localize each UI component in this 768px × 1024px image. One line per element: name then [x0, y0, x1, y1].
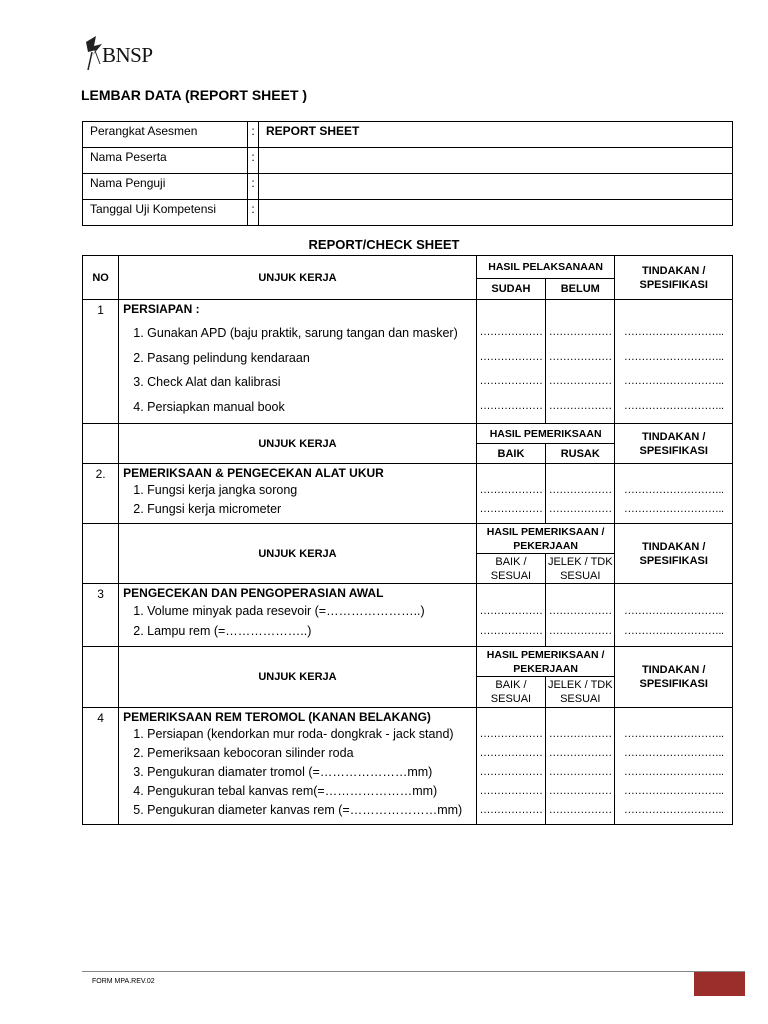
blank-field[interactable]: ………………	[479, 350, 543, 363]
header-baik-sesuai: BAIK / SESUAI	[476, 677, 545, 708]
header-tindakan: TINDAKAN / SPESIFIKASI	[615, 424, 733, 464]
blank-field[interactable]: ………………	[479, 747, 543, 759]
section-number: 4	[83, 708, 119, 825]
blank-field[interactable]: ………………………..	[623, 326, 724, 338]
info-row	[83, 148, 733, 174]
info-colon: :	[248, 122, 259, 148]
header-unjuk-kerja: UNJUK KERJA	[119, 647, 477, 708]
info-row	[83, 122, 733, 148]
blank-field[interactable]: ………………………..	[623, 728, 724, 740]
tindakan-column[interactable]	[615, 584, 733, 647]
task-item: 4. Pengukuran tebal kanvas rem(=…………………mm)	[147, 782, 472, 801]
header-belum: BELUM	[546, 279, 615, 300]
blank-field[interactable]: ………………	[479, 785, 543, 797]
task-item: 3. Pengukuran diamater tromol (=…………………mm)	[147, 763, 472, 782]
blank-field[interactable]: ………………	[548, 350, 612, 363]
blank-field[interactable]: ………………	[479, 728, 543, 740]
info-label: Nama Peserta	[83, 148, 248, 174]
blank-field[interactable]: ………………………..	[623, 766, 724, 778]
footer-form-code: FORM MPA.REV.02	[92, 978, 155, 985]
task-item: 3. Check Alat dan kalibrasi	[147, 370, 472, 395]
header-hasil-pemeriksaan: HASIL PEMERIKSAAN	[476, 424, 615, 444]
blank-field[interactable]: ………………	[479, 375, 543, 387]
jelek-column[interactable]	[546, 708, 615, 825]
header-rusak: RUSAK	[546, 444, 615, 464]
rusak-column[interactable]	[546, 464, 615, 524]
tindakan-column[interactable]	[615, 464, 733, 524]
blank-field[interactable]: ………………	[548, 399, 612, 412]
blank-field[interactable]: ………………	[479, 624, 543, 637]
header-hasil-pemeriksaan-pekerjaan: HASIL PEMERIKSAAN / PEKERJAAN	[476, 524, 615, 554]
header-no: NO	[83, 256, 119, 300]
section-body	[119, 300, 477, 424]
info-colon: :	[248, 148, 259, 174]
header-baik-sesuai: BAIK / SESUAI	[476, 554, 545, 584]
logo-text: BNSP	[102, 43, 153, 67]
blank-field[interactable]: ………………	[548, 766, 612, 778]
blank-field[interactable]: ………………………..	[623, 804, 724, 816]
section-number: 2.	[83, 464, 119, 524]
blank-field[interactable]: ………………………..	[623, 399, 724, 412]
header-jelek-tdk-sesuai: JELEK / TDK SESUAI	[546, 677, 615, 708]
blank-field[interactable]: ………………	[548, 804, 612, 816]
header-row	[83, 256, 733, 279]
blank-field[interactable]: ………………………..	[623, 484, 724, 496]
header-tindakan: TINDAKAN / SPESIFIKASI	[615, 256, 733, 300]
header-tindakan: TINDAKAN / SPESIFIKASI	[615, 647, 733, 708]
info-row	[83, 174, 733, 200]
blank-field[interactable]: ………………………..	[623, 350, 724, 363]
blank-field[interactable]: ………………	[548, 747, 612, 759]
section-title: PENGECEKAN DAN PENGOPERASIAN AWAL	[123, 586, 384, 600]
info-value[interactable]: REPORT SHEET	[259, 122, 733, 148]
blank-field[interactable]: ………………	[548, 375, 612, 387]
task-item: 1. Fungsi kerja jangka sorong	[147, 481, 472, 500]
task-item: 1. Persiapan (kendorkan mur roda- dongkrak - jack stand)	[147, 725, 472, 744]
blank-field[interactable]: ………………	[548, 605, 612, 617]
section-title: PEMERIKSAAN & PENGECEKAN ALAT UKUR	[123, 466, 384, 480]
info-colon: :	[248, 200, 259, 226]
blank-field[interactable]: ………………	[479, 503, 543, 515]
task-item: 2. Fungsi kerja micrometer	[147, 500, 472, 519]
section-body	[119, 464, 477, 524]
blank-field[interactable]: ………………	[479, 766, 543, 778]
section-body	[119, 584, 477, 647]
info-value[interactable]	[259, 174, 733, 200]
blank-field[interactable]: ………………	[479, 804, 543, 816]
section-title: PEMERIKSAAN REM TEROMOL (KANAN BELAKANG)	[123, 710, 431, 724]
blank-field[interactable]: ………………	[548, 503, 612, 515]
tindakan-column[interactable]	[615, 300, 733, 424]
belum-column[interactable]	[546, 300, 615, 424]
task-item: 5. Pengukuran diameter kanvas rem (=…………………mm)	[147, 801, 472, 820]
header-hasil-pemeriksaan-pekerjaan: HASIL PEMERIKSAAN / PEKERJAAN	[476, 647, 615, 677]
header-sudah: SUDAH	[476, 279, 545, 300]
section-title: PERSIAPAN :	[123, 302, 200, 316]
header-row	[83, 524, 733, 554]
info-row	[83, 200, 733, 226]
blank-field[interactable]: ………………	[479, 484, 543, 496]
task-item: 1. Gunakan APD (baju praktik, sarung tangan dan masker)	[147, 321, 472, 346]
header-tindakan: TINDAKAN / SPESIFIKASI	[615, 524, 733, 584]
document-title: LEMBAR DATA (REPORT SHEET )	[81, 87, 308, 103]
header-unjuk-kerja: UNJUK KERJA	[119, 524, 477, 584]
blank-field[interactable]: ………………………..	[623, 503, 724, 515]
task-item: 2. Pasang pelindung kendaraan	[147, 346, 472, 371]
task-item: 2. Pemeriksaan kebocoran silinder roda	[147, 744, 472, 763]
footer-accent-block	[694, 972, 745, 996]
blank-field[interactable]: ………………	[548, 624, 612, 637]
header-hasil-pelaksanaan: HASIL PELAKSANAAN	[476, 256, 615, 279]
blank-field[interactable]: ………………	[548, 728, 612, 740]
header-row	[83, 424, 733, 444]
footer-divider	[82, 971, 745, 972]
bnsp-logo	[82, 34, 162, 74]
section-number: 3	[83, 584, 119, 647]
header-row	[83, 647, 733, 677]
blank-field[interactable]: ………………………..	[623, 747, 724, 759]
section-row	[83, 708, 733, 825]
sudah-column[interactable]	[476, 300, 545, 424]
blank-field[interactable]: ………………	[479, 399, 543, 412]
baik-sesuai-column[interactable]	[476, 708, 545, 825]
header-unjuk-kerja: UNJUK KERJA	[119, 424, 477, 464]
blank-field[interactable]: ………………………..	[623, 375, 724, 387]
info-colon: :	[248, 174, 259, 200]
task-item: 2. Lampu rem (=………………..)	[147, 622, 472, 642]
blank-field[interactable]: ………………	[548, 326, 612, 338]
info-label: Perangkat Asesmen	[83, 122, 248, 148]
blank-field[interactable]: ………………………..	[623, 785, 724, 797]
info-value[interactable]	[259, 200, 733, 226]
blank-field[interactable]: ………………	[479, 326, 543, 338]
check-sheet-table	[82, 255, 733, 825]
info-label: Nama Penguji	[83, 174, 248, 200]
task-item: 4. Persiapkan manual book	[147, 395, 472, 420]
section-number: 1	[83, 300, 119, 424]
info-value[interactable]	[259, 148, 733, 174]
blank-field[interactable]: ………………	[548, 484, 612, 496]
section-row	[83, 300, 733, 424]
header-baik: BAIK	[476, 444, 545, 464]
header-jelek-tdk-sesuai: JELEK / TDK SESUAI	[546, 554, 615, 584]
blank-field[interactable]: ………………	[548, 785, 612, 797]
task-item: 1. Volume minyak pada resevoir (=…………………..)	[147, 602, 472, 622]
info-table	[82, 121, 733, 226]
blank-field[interactable]: ………………	[479, 605, 543, 617]
baik-sesuai-column[interactable]	[476, 584, 545, 647]
check-sheet-title: REPORT/CHECK SHEET	[308, 237, 460, 252]
section-body	[119, 708, 477, 825]
blank-field[interactable]: ………………………..	[623, 605, 724, 617]
section-row	[83, 464, 733, 524]
jelek-column[interactable]	[546, 584, 615, 647]
tindakan-column[interactable]	[615, 708, 733, 825]
info-label: Tanggal Uji Kompetensi	[83, 200, 248, 226]
baik-column[interactable]	[476, 464, 545, 524]
header-unjuk-kerja: UNJUK KERJA	[119, 256, 477, 300]
section-row	[83, 584, 733, 647]
blank-field[interactable]: ………………………..	[623, 624, 724, 637]
